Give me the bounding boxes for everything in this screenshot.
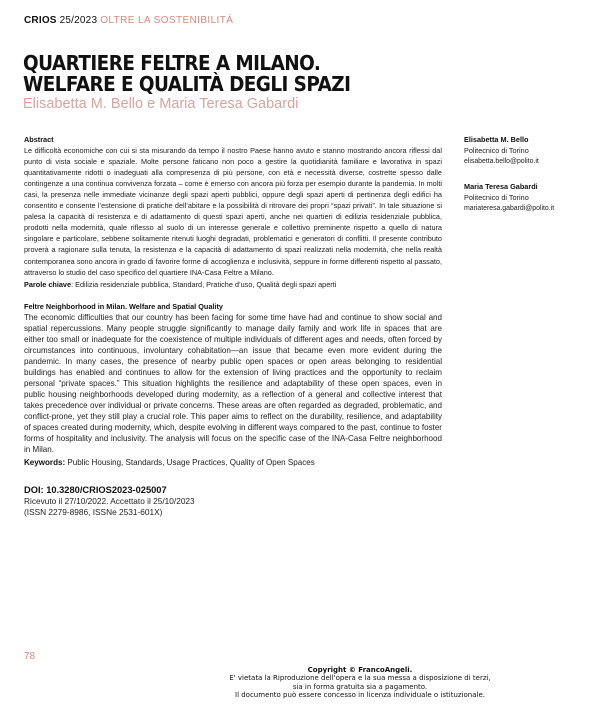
main-column bbox=[24, 134, 442, 518]
copyright-line: sia in forma gratuita sia a pagamento. bbox=[292, 682, 428, 691]
author-card bbox=[464, 181, 594, 214]
author-email[interactable]: mariateresa.gabardi@polito.it bbox=[464, 205, 555, 212]
abstract-keywords-text: : Edilizia residenziale pubblica, Standard, Pratiche d’uso, Qualità degli spazi aperti bbox=[71, 279, 337, 289]
author-name: Maria Teresa Gabardi bbox=[464, 182, 538, 191]
copyright-title: Copyright © FrancoAngeli. bbox=[307, 666, 413, 674]
title-line-2: WELFARE E QUALITÀ DEGLI SPAZI bbox=[23, 72, 351, 96]
journal-brand: CRIOS bbox=[24, 15, 57, 26]
copyright-notice bbox=[120, 666, 600, 699]
article-title bbox=[23, 53, 409, 95]
journal-section: OLTRE LA SOSTENIBILITÀ bbox=[100, 15, 234, 26]
author-email[interactable]: elisabetta.bello@polito.it bbox=[464, 158, 539, 165]
english-keywords-label: Keywords: bbox=[24, 458, 66, 468]
title-line-1: QUARTIERE FELTRE A MILANO. bbox=[23, 51, 321, 75]
issn-info: (ISSN 2279-8986, ISSNe 2531-601X) bbox=[24, 507, 163, 518]
english-heading: Feltre Neighborhood in Milan. Welfare and Spatial Quality bbox=[24, 301, 223, 311]
doi-block bbox=[24, 484, 442, 518]
abstract-body: Le difficoltà economiche con cui si sta misurando da tempo il nostro Paese hanno avuto e stanno mostrando ancora riflessi dal punto di vista sociale e spaziale. Molte persone faticano non poco a gestire la quotidianità familiare e lavorativa in spazi quantitativamente ridotti o inadeguati alla compresenza di più persone, con età e necessità diverse, costrette spesso dalle contingenze a una continua convivenza forzata – come è emerso con ancora più forza per esempio durante la pandemia. In molti casi, la presenza nelle immediate vicinanze degli spazi aperti pubblici, oppure degli spazi aperti di pertinenza degli edifici ha consentito e consente l’estensione di pratiche dell’abitare e la possibilità di ritrovare dei propri “spazi privati”. In tale situazione si palesa la capacità di resistenza e di adattamento di questi spazi aperti, anche nei quartieri di edilizia residenziale pubblica, prodotti nella modernità, quale riflesso al suolo di un interesse generale e collettivo preminente rispetto a quello di natura singolare e particolare, sebbene solitamente ritenuti luoghi degradati, problematici e generatori di conflitti. Il presente contributo proverà a ragionare sulla tenuta, la resistenza e la capacità di adattamento di spazi realizzati nella modernità, che nella realtà contemporanea sono ancora in grado di favorire forme di accoglienza e inclusività, seppure in forme differenti rispetto al passato, attraverso lo studio del caso specifico del quartiere INA-Casa Feltre a Milano. bbox=[24, 146, 442, 277]
article-authors: Elisabetta M. Bello e Maria Teresa Gabardi bbox=[23, 96, 299, 112]
abstract-keywords-label: Parole chiave bbox=[24, 279, 72, 289]
journal-issue: 25/2023 bbox=[59, 15, 98, 26]
copyright-line: E' vietata la Riproduzione dell'opera e la sua messa a disposizione di terzi, bbox=[229, 674, 491, 683]
doi-link[interactable]: DOI: 10.3280/CRIOS2023-025007 bbox=[24, 485, 167, 496]
english-keywords bbox=[24, 457, 442, 468]
english-body: The economic difficulties that our country has been facing for some time have had and continue to show social and spatial repercussions. Many people struggle significantly to manage daily family and work life in spaces that are either too small or inadequate for the coexistence of multiple individuals of different ages and needs, often forced by circumstances into continuous, involuntary cohabitation—an issue that became even more evident during the pandemic. In many cases, the presence of nearby public open spaces or open areas belonging to residential buildings has enabled and continues to allow for the extension of living practices and the opportunity to reclaim personal “private spaces.” This situation highlights the resilience and adaptability of these open spaces, even in public housing neighborhoods developed during modernity, as a reflection of a general and collective interest that takes precedence over individual or private concerns. These areas are often regarded as degraded, problematic, and conflict-prone, yet they still play a crucial role. This paper aims to reflect on the durability, resilience, and adaptability of spaces created during modernity, which, despite evolving in different ways compared to the past, continue to foster forms of hospitality and inclusivity. The analysis will focus on the specific case of the INA-Casa Feltre neighborhood in Milan. bbox=[24, 312, 442, 455]
author-card bbox=[464, 134, 594, 167]
author-affiliation: Politecnico di Torino bbox=[464, 193, 529, 202]
copyright-line: Il documento può essere concesso in licenza individuale o istituzionale. bbox=[235, 690, 485, 699]
author-name: Elisabetta M. Bello bbox=[464, 135, 529, 144]
abstract-heading: Abstract bbox=[24, 135, 54, 144]
abstract-keywords bbox=[24, 279, 442, 290]
received-dates: Ricevuto il 27/10/2022. Accettato il 25/10/2023 bbox=[24, 496, 195, 507]
author-sidebar bbox=[464, 134, 594, 214]
journal-header bbox=[24, 15, 233, 26]
page-number: 78 bbox=[24, 651, 36, 662]
english-keywords-text: Public Housing, Standards, Usage Practices, Quality of Open Spaces bbox=[65, 458, 315, 468]
author-affiliation: Politecnico di Torino bbox=[464, 146, 529, 155]
